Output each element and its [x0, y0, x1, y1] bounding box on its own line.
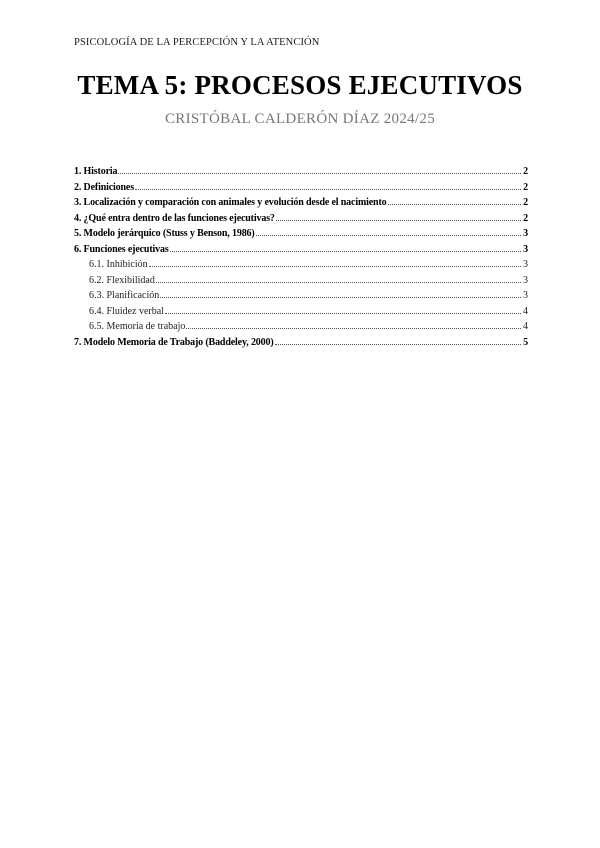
- toc-entry-label: 7. Modelo Memoria de Trabajo (Baddeley, 2000): [74, 336, 274, 348]
- toc-entry-3[interactable]: [74, 195, 528, 211]
- toc-entry-1[interactable]: [74, 164, 528, 180]
- toc-dot-leader: [256, 235, 521, 236]
- toc-entry-4[interactable]: [74, 211, 528, 227]
- document-title: TEMA 5: PROCESOS EJECUTIVOS: [77, 70, 523, 100]
- toc-dot-leader: [170, 251, 521, 252]
- toc-dot-leader: [388, 204, 522, 205]
- toc-entry-label: 6.1. Inhibición: [89, 259, 148, 270]
- toc-dot-leader: [276, 220, 521, 221]
- toc-entry-6[interactable]: [74, 242, 528, 258]
- toc-dot-leader: [165, 313, 521, 314]
- toc-entry-page: 4: [523, 321, 528, 332]
- toc-dot-leader: [149, 266, 521, 267]
- toc-entry-label: 2. Definiciones: [74, 181, 134, 193]
- toc-dot-leader: [186, 328, 521, 329]
- toc-dot-leader: [275, 344, 521, 345]
- toc-entry-page: 2: [523, 181, 528, 193]
- toc-entry-label: 6.3. Planificación: [89, 290, 160, 301]
- toc-dot-leader: [118, 173, 521, 174]
- toc-entry-5[interactable]: [74, 226, 528, 242]
- toc-entry-label: 6.4. Fluidez verbal: [89, 305, 164, 317]
- document-author: CRISTÓBAL CALDERÓN DÍAZ 2024/25: [165, 111, 435, 127]
- toc-dot-leader: [160, 297, 521, 298]
- table-of-contents: [74, 164, 528, 350]
- toc-dot-leader: [156, 282, 521, 283]
- toc-entry-page: 5: [523, 336, 528, 348]
- toc-entry-7[interactable]: [74, 335, 528, 351]
- toc-entry-page: 3: [523, 259, 528, 270]
- toc-entry-label: 5. Modelo jerárquico (Stuss y Benson, 1986): [74, 228, 255, 239]
- toc-entry-label: 3. Localización y comparación con animales y evolución desde el nacimiento: [74, 197, 387, 208]
- toc-entry-6-2[interactable]: [74, 273, 528, 289]
- toc-entry-page: 3: [523, 243, 528, 255]
- toc-entry-6-4[interactable]: [74, 304, 528, 320]
- toc-entry-2[interactable]: [74, 180, 528, 196]
- toc-entry-page: 2: [523, 166, 528, 177]
- running-header: PSICOLOGÍA DE LA PERCEPCIÓN Y LA ATENCIÓN: [74, 37, 320, 48]
- toc-dot-leader: [135, 189, 521, 190]
- toc-entry-label: 6.5. Memoria de trabajo: [89, 321, 186, 332]
- toc-entry-label: 6. Funciones ejecutivas: [74, 243, 169, 255]
- toc-entry-page: 2: [523, 212, 528, 224]
- toc-entry-page: 3: [523, 228, 528, 239]
- toc-entry-page: 2: [523, 197, 528, 208]
- toc-entry-label: 6.2. Flexibilidad: [89, 274, 155, 286]
- toc-entry-6-1[interactable]: [74, 257, 528, 273]
- toc-entry-page: 3: [523, 290, 528, 301]
- toc-entry-page: 4: [523, 305, 528, 317]
- toc-entry-6-3[interactable]: [74, 288, 528, 304]
- toc-entry-label: 1. Historia: [74, 166, 118, 177]
- toc-entry-page: 3: [523, 274, 528, 286]
- toc-entry-label: 4. ¿Qué entra dentro de las funciones ejecutivas?: [74, 212, 275, 224]
- toc-entry-6-5[interactable]: [74, 319, 528, 335]
